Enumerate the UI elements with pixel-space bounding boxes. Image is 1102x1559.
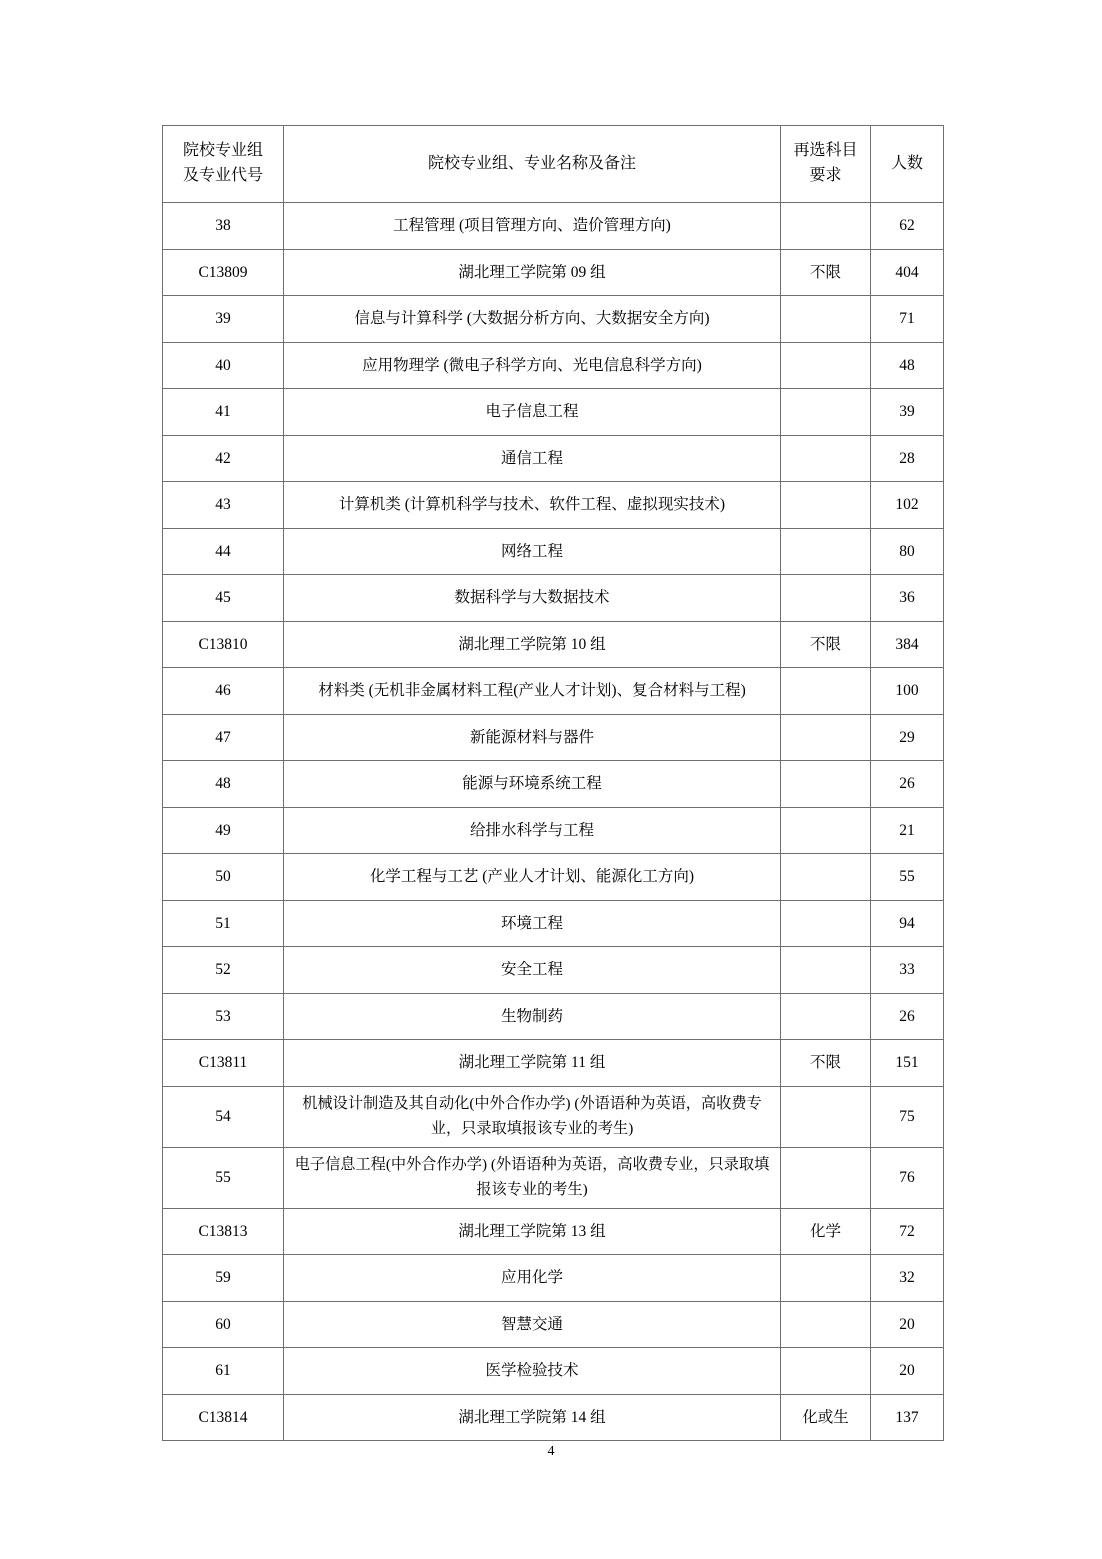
cell-quota-count: 21	[871, 807, 944, 854]
table-header	[163, 126, 944, 203]
cell-quota-count: 151	[871, 1040, 944, 1087]
cell-major-name: 工程管理 (项目管理方向、造价管理方向)	[284, 203, 781, 250]
cell-major-group-code: 47	[163, 714, 284, 761]
cell-subject-requirement	[781, 1301, 871, 1348]
cell-major-group-code: C13809	[163, 249, 284, 296]
cell-major-name: 生物制药	[284, 993, 781, 1040]
cell-major-name: 计算机类 (计算机科学与技术、软件工程、虚拟现实技术)	[284, 482, 781, 529]
cell-major-name: 应用化学	[284, 1255, 781, 1302]
cell-quota-count: 20	[871, 1301, 944, 1348]
cell-major-group-code: 42	[163, 435, 284, 482]
table-row	[163, 761, 944, 808]
cell-major-group-code: C13814	[163, 1394, 284, 1441]
cell-major-name: 化学工程与工艺 (产业人才计划、能源化工方向)	[284, 854, 781, 901]
table-row	[163, 714, 944, 761]
cell-quota-count: 100	[871, 668, 944, 715]
column-header-major-group-code-line2: 及专业代号	[182, 167, 263, 184]
cell-major-group-code: 59	[163, 1255, 284, 1302]
cell-major-name: 环境工程	[284, 900, 781, 947]
cell-major-name: 湖北理工学院第 10 组	[284, 621, 781, 668]
table-row	[163, 854, 944, 901]
cell-quota-count: 48	[871, 342, 944, 389]
cell-major-group-code: 41	[163, 389, 284, 436]
cell-major-group-code: 61	[163, 1348, 284, 1395]
cell-quota-count: 94	[871, 900, 944, 947]
cell-quota-count: 76	[871, 1147, 944, 1208]
cell-major-group-code: C13813	[163, 1208, 284, 1255]
cell-major-group-code: 40	[163, 342, 284, 389]
table-header-row	[163, 126, 944, 203]
cell-major-group-code: C13811	[163, 1040, 284, 1087]
cell-major-name: 材料类 (无机非金属材料工程(产业人才计划)、复合材料与工程)	[284, 668, 781, 715]
cell-subject-requirement: 不限	[781, 249, 871, 296]
cell-subject-requirement	[781, 993, 871, 1040]
enrollment-plan-table	[162, 125, 944, 1441]
cell-major-group-code: 53	[163, 993, 284, 1040]
table-row	[163, 947, 944, 994]
cell-subject-requirement	[781, 854, 871, 901]
table-row	[163, 621, 944, 668]
table-row	[163, 575, 944, 622]
cell-major-group-code: 49	[163, 807, 284, 854]
table-row	[163, 528, 944, 575]
cell-major-group-code: 45	[163, 575, 284, 622]
cell-subject-requirement	[781, 807, 871, 854]
column-header-subject-requirement-line1: 再选科目	[793, 142, 858, 160]
cell-major-name: 能源与环境系统工程	[284, 761, 781, 808]
cell-subject-requirement: 化学	[781, 1208, 871, 1255]
cell-quota-count: 33	[871, 947, 944, 994]
table-row	[163, 1394, 944, 1441]
table-row	[163, 482, 944, 529]
column-header-quota-count: 人数	[871, 126, 944, 203]
cell-subject-requirement	[781, 389, 871, 436]
cell-subject-requirement	[781, 203, 871, 250]
cell-major-name: 安全工程	[284, 947, 781, 994]
cell-major-name: 智慧交通	[284, 1301, 781, 1348]
cell-subject-requirement	[781, 668, 871, 715]
cell-subject-requirement	[781, 1348, 871, 1395]
table-row	[163, 668, 944, 715]
table-row	[163, 389, 944, 436]
cell-major-group-code: 55	[163, 1147, 284, 1208]
cell-quota-count: 28	[871, 435, 944, 482]
cell-subject-requirement	[781, 435, 871, 482]
cell-quota-count: 72	[871, 1208, 944, 1255]
cell-subject-requirement	[781, 482, 871, 529]
page-number: 4	[547, 1444, 555, 1459]
enrollment-plan-table-container	[162, 125, 943, 1441]
cell-quota-count: 20	[871, 1348, 944, 1395]
cell-subject-requirement	[781, 900, 871, 947]
column-header-major-group-code	[163, 126, 284, 203]
cell-major-name: 新能源材料与器件	[284, 714, 781, 761]
cell-subject-requirement	[781, 296, 871, 343]
cell-quota-count: 55	[871, 854, 944, 901]
cell-quota-count: 39	[871, 389, 944, 436]
cell-major-group-code: 38	[163, 203, 284, 250]
cell-major-name: 湖北理工学院第 11 组	[284, 1040, 781, 1087]
cell-quota-count: 36	[871, 575, 944, 622]
cell-major-group-code: 44	[163, 528, 284, 575]
cell-major-name: 通信工程	[284, 435, 781, 482]
cell-subject-requirement: 不限	[781, 1040, 871, 1087]
cell-major-group-code: C13810	[163, 621, 284, 668]
cell-major-name: 数据科学与大数据技术	[284, 575, 781, 622]
cell-major-name: 湖北理工学院第 13 组	[284, 1208, 781, 1255]
table-row	[163, 1208, 944, 1255]
cell-quota-count: 62	[871, 203, 944, 250]
cell-quota-count: 404	[871, 249, 944, 296]
cell-subject-requirement	[781, 528, 871, 575]
table-row	[163, 1301, 944, 1348]
cell-major-group-code: 60	[163, 1301, 284, 1348]
table-row	[163, 1348, 944, 1395]
table-row	[163, 900, 944, 947]
cell-major-group-code: 39	[163, 296, 284, 343]
table-row	[163, 203, 944, 250]
cell-quota-count: 29	[871, 714, 944, 761]
table-row	[163, 1040, 944, 1087]
cell-major-group-code: 52	[163, 947, 284, 994]
cell-quota-count: 80	[871, 528, 944, 575]
cell-major-name: 医学检验技术	[284, 1348, 781, 1395]
table-row	[163, 1086, 944, 1147]
cell-major-name: 电子信息工程	[284, 389, 781, 436]
table-body	[163, 203, 944, 1441]
cell-quota-count: 75	[871, 1086, 944, 1147]
cell-subject-requirement	[781, 1147, 871, 1208]
cell-major-name: 电子信息工程(中外合作办学) (外语语种为英语，高收费专业，只录取填报该专业的考生)	[284, 1147, 781, 1208]
table-row	[163, 296, 944, 343]
cell-subject-requirement	[781, 1086, 871, 1147]
cell-subject-requirement	[781, 1255, 871, 1302]
cell-major-name: 湖北理工学院第 09 组	[284, 249, 781, 296]
table-row	[163, 1147, 944, 1208]
cell-major-name: 湖北理工学院第 14 组	[284, 1394, 781, 1441]
cell-subject-requirement	[781, 947, 871, 994]
column-header-subject-requirement-line2: 要求	[809, 167, 842, 184]
cell-subject-requirement	[781, 342, 871, 389]
cell-quota-count: 26	[871, 993, 944, 1040]
cell-subject-requirement: 不限	[781, 621, 871, 668]
table-row	[163, 807, 944, 854]
cell-major-group-code: 50	[163, 854, 284, 901]
cell-major-name: 信息与计算科学 (大数据分析方向、大数据安全方向)	[284, 296, 781, 343]
cell-major-group-code: 48	[163, 761, 284, 808]
cell-major-name: 给排水科学与工程	[284, 807, 781, 854]
cell-major-group-code: 51	[163, 900, 284, 947]
cell-quota-count: 32	[871, 1255, 944, 1302]
cell-quota-count: 137	[871, 1394, 944, 1441]
table-row	[163, 993, 944, 1040]
cell-major-group-code: 46	[163, 668, 284, 715]
cell-subject-requirement	[781, 761, 871, 808]
cell-major-group-code: 43	[163, 482, 284, 529]
cell-quota-count: 384	[871, 621, 944, 668]
column-header-major-name: 院校专业组、专业名称及备注	[284, 126, 781, 203]
cell-subject-requirement	[781, 714, 871, 761]
cell-major-name: 机械设计制造及其自动化(中外合作办学) (外语语种为英语，高收费专业，只录取填报该专业的考生)	[284, 1086, 781, 1147]
table-row	[163, 342, 944, 389]
cell-major-group-code: 54	[163, 1086, 284, 1147]
cell-quota-count: 71	[871, 296, 944, 343]
cell-major-name: 网络工程	[284, 528, 781, 575]
table-row	[163, 1255, 944, 1302]
cell-quota-count: 26	[871, 761, 944, 808]
column-header-subject-requirement	[781, 126, 871, 203]
cell-quota-count: 102	[871, 482, 944, 529]
column-header-major-group-code-line1: 院校专业组	[182, 142, 263, 160]
cell-major-name: 应用物理学 (微电子科学方向、光电信息科学方向)	[284, 342, 781, 389]
cell-subject-requirement	[781, 575, 871, 622]
cell-subject-requirement: 化或生	[781, 1394, 871, 1441]
table-row	[163, 435, 944, 482]
table-row	[163, 249, 944, 296]
